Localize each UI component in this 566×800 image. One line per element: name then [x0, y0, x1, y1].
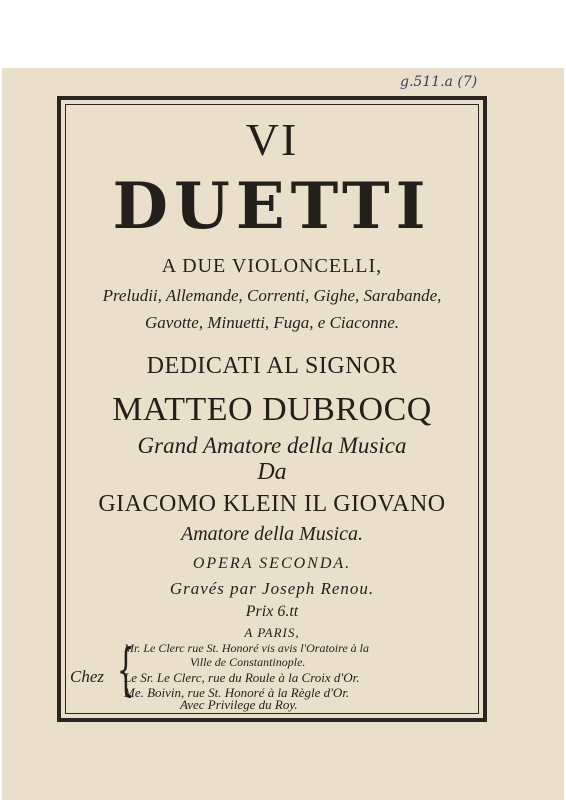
price: Prix 6.tt — [245, 603, 299, 620]
chez-label: Chez — [70, 667, 104, 686]
title-main: DUETTI — [112, 169, 432, 244]
dedication-label: DEDICATI AL SIGNOR — [146, 353, 398, 379]
address-1: Mr. Le Clerc rue St. Honoré vis avis l'Oratoire à la — [124, 641, 369, 655]
opus-number: OPERA SECONDA. — [192, 555, 352, 572]
dedicatee-title: Grand Amatore della Musica — [137, 433, 407, 458]
by-label: Da — [257, 459, 287, 485]
composer-name: GIACOMO KLEIN IL GIOVANO — [98, 491, 446, 517]
address-3: Me. Boivin, rue St. Honoré à la Règle d'Or. — [124, 685, 350, 700]
imprint-city: A PARIS, — [244, 625, 300, 640]
title-plate — [66, 105, 478, 713]
address-1-continued: Ville de Constantinople. — [190, 655, 306, 669]
dedicatee-name: MATTEO DUBROCQ — [112, 391, 432, 428]
composer-title: Amatore della Musica. — [180, 523, 363, 545]
royal-privilege: Avec Privilege du Roy. — [180, 697, 298, 712]
address-2: Le Sr. Le Clerc, rue du Roule à la Croix d'Or. — [124, 670, 360, 685]
imprint-addresses — [70, 638, 474, 712]
engraver-credit: Gravés par Joseph Renou. — [169, 579, 375, 598]
shelfmark-annotation: g.511.a (7) — [400, 74, 478, 90]
title-number: VI — [245, 114, 299, 165]
movements-line-1: Preludii, Allemande, Correnti, Gighe, Sarabande, — [102, 286, 442, 305]
title-subtitle: A DUE VIOLONCELLI, — [161, 255, 383, 277]
brace-icon: { — [116, 638, 135, 703]
movements-line-2: Gavotte, Minuetti, Fuga, e Ciaconne. — [145, 313, 399, 332]
